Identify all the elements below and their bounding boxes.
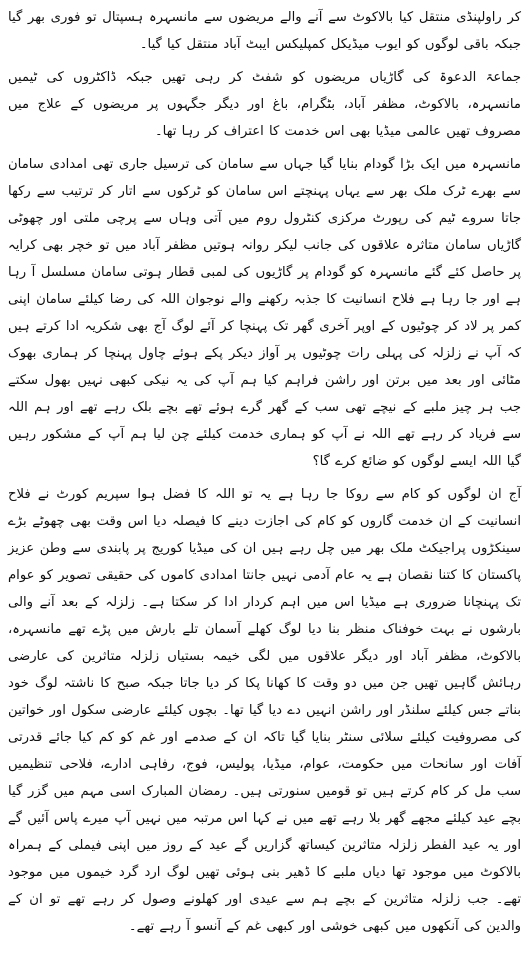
article-paragraph: مانسہرہ میں ایک بڑا گودام بنایا گیا جہاں سے سامان کی ترسیل جاری تھی امدادی سامان سے بھرے ٹرک ملک بھر سے یہاں پہنچتے اس سامان کو ٹرکوں سے اتار کر ترتیب سے رکھا جاتا سروے ٹیم کی رپورٹ مرکزی کنٹرول روم میں آتی وہاں سے پرچی ملتی اور چھوٹی گاڑیاں سامان متاثرہ علاقوں کی جانب لیکر روانہ ہوتیں مظفر آباد میں تو خچر بھی کرایہ پر حاصل کئے گئے مانسہرہ کو گودام پر گاڑیوں کی لمبی قطار ہوتی سامان مسلسل آ رہا ہے اور جا رہا ہے فلاح انسانیت کا جذبہ رکھنے والے نوجوان اللہ کی رضا کیلئے سامان اپنی کمر پر لاد کر چوٹیوں کے اوپر آخری گھر تک پہنچا کر آئے لوگ آج بھی شکریہ ادا کرتے ہیں کہ آپ نے زلزلہ کی پہلی رات چوٹیوں پر آواز دیکر پکے ہوئے چاول پہنچا کر ہماری بھوک مٹائی اور بعد میں برتن اور راشن فراہم کیا ہم آپ کی یہ نیکی کبھی نہیں بھول سکتے جب ہر چیز ملبے کے نیچے تھی سب کے گھر گرے ہوئے تھے بچے بلک رہے تھے اور ہم اللہ سے فریاد کر رہے تھے اللہ نے آپ کو ہماری خدمت کیلئے چن لیا ہم آپ کے مشکور رہیں گیا اللہ ایسے لوگوں کو ضائع کرے گا؟	[8, 157, 521, 469]
article-paragraph: جماعۃ الدعوۃ کی گاڑیاں مریضوں کو شفٹ کر رہی تھیں جبکہ ڈاکٹروں کی ٹیمیں مانسہرہ، بالاکوٹ، مظفر آباد، بٹگرام، باغ اور دیگر جگہوں پر مریضوں کے علاج میں مصروف تھیں عالمی میڈیا بھی اس خدمت کا اعتراف کر رہا تھا۔	[8, 70, 521, 139]
article-paragraph: کر راولپنڈی منتقل کیا بالاکوٹ سے آنے والے مریضوں سے مانسہرہ ہسپتال تو فوری بھر گیا جبکہ باقی لوگوں کو ایوب میڈیکل کمپلیکس ایبٹ آباد منتقل کیا گیا۔	[8, 10, 521, 52]
article-paragraph: آج ان لوگوں کو کام سے روکا جا رہا ہے یہ تو اللہ کا فضل ہوا سپریم کورٹ نے فلاح انسانیت کے ان خدمت گاروں کو کام کی اجازت دینے کا فیصلہ دیا اس وقت بھی چھوٹے بڑے سینکڑوں پراجیکٹ ملک بھر میں چل رہے ہیں ان کی میڈیا کوریج پر پابندی سے وطن عزیز پاکستان کا کتنا نقصان ہے یہ عام آدمی نہیں جانتا امدادی کاموں کی حقیقی تصویر کو عوام تک پہنچانا ضروری ہے میڈیا اس میں اہم کردار ادا کر سکتا ہے۔ زلزلہ کے بعد آنے والی بارشوں نے بہت خوفناک منظر بنا دیا لوگ کھلے آسمان تلے بارش میں پڑے تھے مانسہرہ، بالاکوٹ، مظفر آباد اور دیگر علاقوں میں لگی خیمہ بستیاں زلزلہ متاثرین کی عارضی رہائش گاہیں تھیں جن میں دو وقت کا کھانا پکا کر دیا جاتا جبکہ صبح کا ناشتہ لوگ خود بناتے جس کیلئے سلنڈر اور راشن انہیں دے دیا گیا تھا۔ بچوں کیلئے عارضی سکول اور خواتین کی مصروفیت کیلئے سلائی سنٹر بنایا گیا تاکہ ان کے صدمے اور غم کو کم کیا جائے قدرتی آفات اور سانحات میں حکومت، عوام، میڈیا، پولیس، فوج، رفاہی ادارے، فلاحی تنظیمیں سب مل کر کام کرتے ہیں تو قومیں سنورتی ہیں۔ رمضان المبارک اسی مہم میں گزر گیا بچے عید کیلئے مجھے گھر بلا رہے تھے میں نے کہا اس مرتبہ میں نہیں آپ میرے پاس آئیں گے اور یہ عید الفطر زلزلہ متاثرین کیساتھ گزاریں گے عید کے روز میں اپنی فیملی کے ہمراہ بالاکوٹ میں موجود تھا دیاں ملبے کا ڈھیر بنی ہوئی تھیں لوگ ارد گرد خیموں میں موجود تھے۔ جب زلزلہ متاثرین کے بچے ہم سے عیدی اور کھلونے وصول کر رہے تھے تو ان کے والدین کی آنکھوں میں کبھی خوشی اور کبھی غم کے آنسو آ رہے تھے۔	[8, 487, 521, 934]
